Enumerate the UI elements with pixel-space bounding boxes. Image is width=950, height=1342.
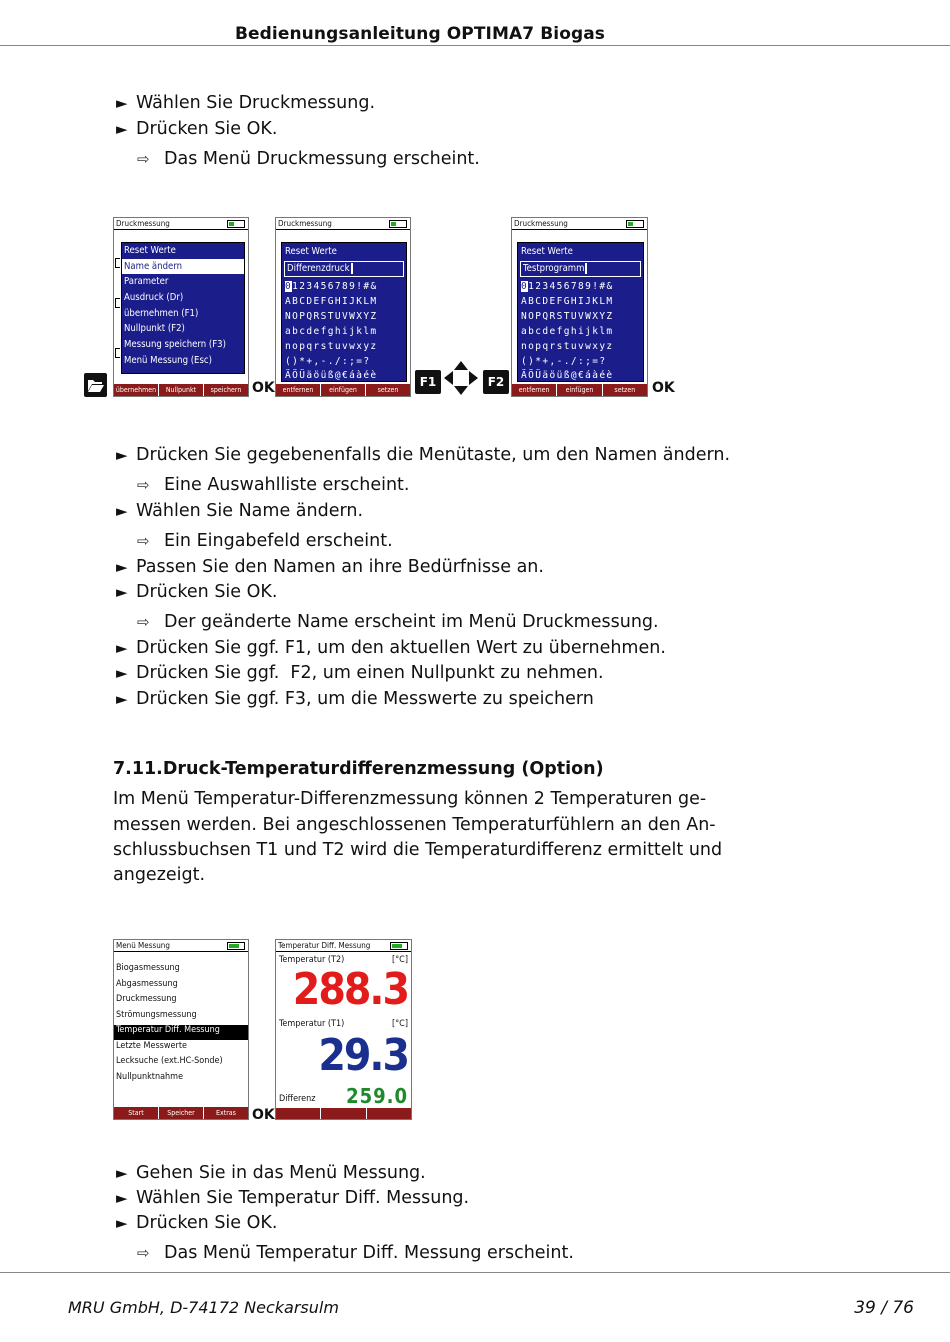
result-line: ⇨ Das Menü Temperatur Diff. Messung erscheint. bbox=[137, 1243, 574, 1263]
t2-label: Temperatur (T2) bbox=[279, 955, 345, 965]
screen-title: Druckmessung bbox=[512, 218, 647, 230]
battery-icon bbox=[626, 220, 644, 228]
result-line: ⇨ Eine Auswahlliste erscheint. bbox=[137, 475, 410, 495]
softkey[interactable]: Speicher bbox=[158, 1107, 203, 1119]
menu-item[interactable]: Ausdruck (Dr) bbox=[124, 292, 184, 304]
result-line: ⇨ Der geänderte Name erscheint im Menü Druckmessung. bbox=[137, 612, 659, 632]
bullet-triangle-icon: ► bbox=[116, 690, 128, 708]
ok-key-label: OK bbox=[252, 380, 275, 396]
folder-icon bbox=[84, 373, 107, 397]
bullet-triangle-icon: ► bbox=[116, 94, 128, 112]
softkey[interactable]: speichern bbox=[203, 384, 248, 396]
bullet-triangle-icon: ► bbox=[116, 639, 128, 657]
paragraph-line: messen werden. Bei angeschlossenen Temperaturfühlern an den An- bbox=[113, 815, 716, 835]
step-line: ► Drücken Sie ggf. F2, um einen Nullpunkt zu nehmen. bbox=[116, 663, 604, 683]
paragraph-line: schlussbuchsen T1 und T2 wird die Temperaturdifferenz ermittelt und bbox=[113, 840, 723, 860]
f2-key: F2 bbox=[483, 370, 509, 394]
screen-title: Druckmessung bbox=[114, 218, 248, 230]
softkey[interactable]: entfernen bbox=[282, 386, 314, 394]
bullet-triangle-icon: ► bbox=[116, 583, 128, 601]
menu-item[interactable]: übernehmen (F1) bbox=[124, 307, 199, 319]
menu-item[interactable]: Menü Messung (Esc) bbox=[124, 354, 212, 366]
step-line: ► Drücken Sie gegebenenfalls die Menütaste, um den Namen ändern. bbox=[116, 445, 731, 465]
device-screen-keyboard bbox=[275, 217, 411, 397]
step-line: ► Drücken Sie OK. bbox=[116, 582, 278, 602]
device-screen-keyboard bbox=[511, 217, 648, 397]
softkey[interactable]: Nullpunkt bbox=[158, 384, 203, 396]
softkey-bar bbox=[276, 1108, 411, 1119]
menu-item[interactable]: Parameter bbox=[124, 276, 169, 288]
result-arrow-icon: ⇨ bbox=[137, 532, 150, 550]
bullet-triangle-icon: ► bbox=[116, 558, 128, 576]
bullet-triangle-icon: ► bbox=[116, 1189, 128, 1207]
on-screen-keyboard: Reset Werte Differenzdruck 0123456789!#& ABCDEFGHIJKLM NOPQRSTUVWXYZ abcdefghijklm nopqrstuvwxyz ()*+,-./:;=? ÄÖÜäöüß@€áàéè bbox=[281, 242, 407, 382]
battery-icon bbox=[389, 220, 407, 228]
result-arrow-icon: ⇨ bbox=[137, 150, 150, 168]
on-screen-keyboard: Reset Werte Testprogramm 0123456789!#& ABCDEFGHIJKLM NOPQRSTUVWXYZ abcdefghijklm nopqrstuvwxyz ()*+,-./:;=? ÄÖÜäöüß@€áàéè bbox=[517, 242, 644, 382]
diff-label: Differenz bbox=[279, 1094, 316, 1104]
bullet-triangle-icon: ► bbox=[116, 120, 128, 138]
menu-item-selected[interactable]: Temperatur Diff. Messung bbox=[114, 1025, 248, 1040]
bullet-triangle-icon: ► bbox=[116, 1164, 128, 1182]
softkey[interactable]: setzen bbox=[602, 384, 647, 396]
result-arrow-icon: ⇨ bbox=[137, 476, 150, 494]
step-line: ► Drücken Sie OK. bbox=[116, 119, 278, 139]
menu-item[interactable]: Letzte Messwerte bbox=[116, 1041, 187, 1051]
menu-item[interactable]: Abgasmessung bbox=[116, 979, 178, 989]
screen-title: Druckmessung bbox=[276, 218, 410, 230]
softkey[interactable] bbox=[276, 1108, 320, 1119]
menu-item[interactable]: Reset Werte bbox=[124, 245, 176, 256]
softkey-bar bbox=[114, 384, 248, 396]
softkey[interactable]: entfernen bbox=[518, 386, 550, 394]
softkey-bar bbox=[512, 384, 647, 396]
ok-key-label: OK bbox=[652, 380, 675, 396]
result-line: ⇨ Ein Eingabefeld erscheint. bbox=[137, 531, 393, 551]
softkey[interactable]: setzen bbox=[365, 384, 410, 396]
softkey[interactable] bbox=[366, 1108, 411, 1119]
step-line: ► Drücken Sie ggf. F3, um die Messwerte zu speichern bbox=[116, 689, 594, 709]
step-line: ► Wählen Sie Name ändern. bbox=[116, 501, 364, 521]
battery-icon bbox=[390, 942, 408, 950]
device-screen-measurement-menu bbox=[113, 939, 249, 1120]
screen-title: Menü Messung bbox=[114, 940, 248, 952]
softkey-bar bbox=[114, 1107, 248, 1119]
t2-value: 288.3 bbox=[292, 964, 408, 1015]
paragraph-line: Im Menü Temperatur-Differenzmessung können 2 Temperaturen ge- bbox=[113, 789, 707, 809]
softkey[interactable] bbox=[320, 1108, 365, 1119]
step-line: ► Drücken Sie ggf. F1, um den aktuellen Wert zu übernehmen. bbox=[116, 638, 666, 658]
step-line: ► Wählen Sie Druckmessung. bbox=[116, 93, 376, 113]
menu-item[interactable]: Nullpunktnahme bbox=[116, 1072, 184, 1082]
battery-icon bbox=[227, 942, 245, 950]
softkey-bar bbox=[276, 384, 410, 396]
t1-value: 29.3 bbox=[318, 1030, 408, 1081]
device-screen-temperature bbox=[275, 939, 412, 1120]
context-menu bbox=[121, 242, 245, 374]
ok-key-label: OK bbox=[252, 1107, 275, 1123]
step-line: ► Wählen Sie Temperatur Diff. Messung. bbox=[116, 1188, 470, 1208]
diff-value: 259.0 bbox=[346, 1084, 408, 1108]
screen-title: Temperatur Diff. Messung bbox=[276, 940, 411, 952]
battery-icon bbox=[227, 220, 245, 228]
menu-item[interactable]: Lecksuche (ext.HC-Sonde) bbox=[116, 1056, 223, 1066]
section-heading: 7.11.Druck-Temperaturdifferenzmessung (Option) bbox=[113, 759, 604, 779]
header-rule bbox=[0, 45, 950, 46]
softkey[interactable]: Extras bbox=[203, 1107, 248, 1119]
device-screen-menu bbox=[113, 217, 249, 397]
step-line: ► Drücken Sie OK. bbox=[116, 1213, 278, 1233]
bullet-triangle-icon: ► bbox=[116, 502, 128, 520]
document-title: Bedienungsanleitung OPTIMA7 Biogas bbox=[234, 24, 606, 44]
paragraph-line: angezeigt. bbox=[113, 865, 206, 885]
dpad-icon bbox=[443, 360, 479, 396]
footer-rule bbox=[0, 1272, 950, 1273]
menu-item[interactable]: Biogasmessung bbox=[116, 963, 180, 973]
step-line: ► Passen Sie den Namen an ihre Bedürfnisse an. bbox=[116, 557, 544, 577]
result-line: ⇨ Das Menü Druckmessung erscheint. bbox=[137, 149, 480, 169]
t2-unit: [°C] bbox=[391, 955, 408, 965]
bullet-triangle-icon: ► bbox=[116, 664, 128, 682]
t1-label: Temperatur (T1) bbox=[279, 1019, 345, 1029]
f1-key: F1 bbox=[415, 370, 441, 394]
bullet-triangle-icon: ► bbox=[116, 1214, 128, 1232]
footer-company: MRU GmbH, D-74172 Neckarsulm bbox=[68, 1298, 339, 1317]
page-number: 39 / 76 bbox=[854, 1298, 914, 1318]
menu-item[interactable]: Druckmessung bbox=[116, 994, 177, 1004]
softkey[interactable]: einfügen bbox=[320, 384, 365, 396]
menu-item[interactable]: Nullpunkt (F2) bbox=[124, 323, 185, 335]
step-line: ► Gehen Sie in das Menü Messung. bbox=[116, 1163, 426, 1183]
softkey[interactable]: einfügen bbox=[556, 384, 601, 396]
result-arrow-icon: ⇨ bbox=[137, 1244, 150, 1262]
name-input[interactable]: Testprogramm bbox=[520, 261, 641, 277]
softkey[interactable]: Start bbox=[128, 1109, 144, 1117]
result-arrow-icon: ⇨ bbox=[137, 613, 150, 631]
bullet-triangle-icon: ► bbox=[116, 446, 128, 464]
t1-unit: [°C] bbox=[391, 1019, 408, 1029]
softkey[interactable]: übernehmen bbox=[115, 386, 157, 394]
name-input[interactable]: Differenzdruck bbox=[284, 261, 404, 277]
menu-item[interactable]: Messung speichern (F3) bbox=[124, 339, 226, 351]
menu-item-selected[interactable]: Name ändern bbox=[122, 259, 244, 275]
menu-item[interactable]: Strömungsmessung bbox=[116, 1010, 197, 1020]
